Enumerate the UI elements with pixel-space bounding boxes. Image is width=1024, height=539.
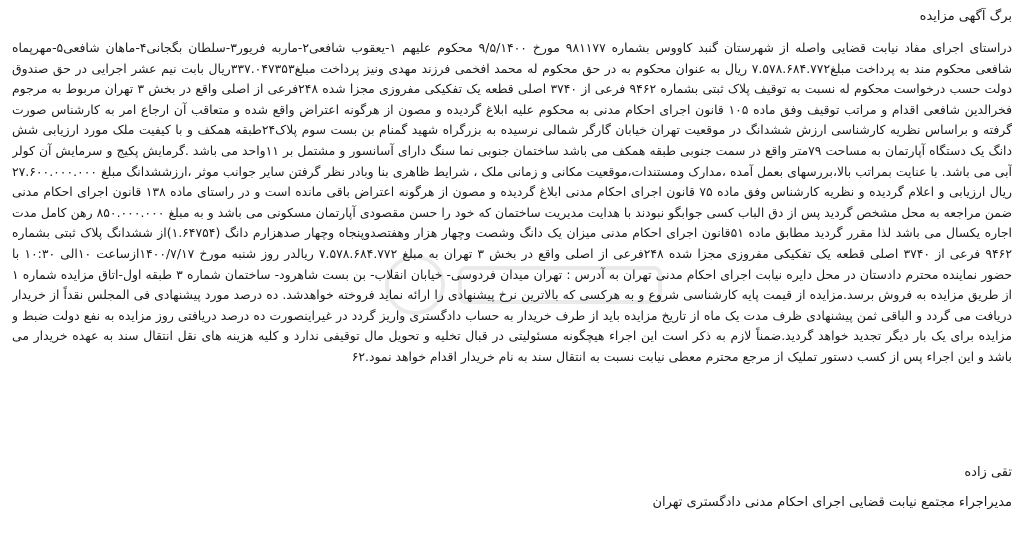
signature-title: مدیراجراء مجتمع نیابت قضایی اجرای احکام مدنی دادگستری تهران <box>652 495 1012 510</box>
announcement-body: دراستای اجرای مفاد نیابت قضایی واصله از شهرستان گنبد کاووس بشماره ۹۸۱۱۷۷ مورخ ۹/۵/۱۴۰۰ محکوم علیهم ۱-یعقوب شافعی۲-ماربه فریور۳-سلطان بگجانی۴-ماهان شافعی۵-مهرپماه شافعی محکوم مند به پرداخت مبلغ۷.۵۷۸.۶۸۴.۷۷۲ ریال به عنوان محکوم به در حق محکوم له محمد افخمی فرزند مهدی ونیز پرداخت مبلغ۳۳۷.۰۴۷۳۵۳ریال بابت نیم عشر اجرایی در حق صندوق دولت حسب درخواست محکوم له نسبت به توقیف پلاک ثبتی بشماره ۹۴۶۲ فرعی از ۳۷۴۰ اصلی قطعه یک تفکیکی مفروزی مجزا شده ۲۴۸فرعی از اصلی واقع در بخش ۳ تهران مربوط به مرجوم فخرالدین شافعی اقدام و مراتب توقیف وفق ماده ۱۰۵ قانون اجرای احکام مدنی به محکوم علیه ابلاغ گردیده و مصون از هرگونه اعتراض واقع شده و متعاقب آن ارجاع امر به کارشناس صورت گرفته و براساس نظریه کارشناسی ارزش ششدانگ در موقعیت تهران خیابان گارگر شمالی نرسیده به بزرگراه شهید گمنام بن بست سوم پلاک۲۴طبقه همکف و با کیفیت ملک مورد ارزیابی شش دانگ یک دستگاه آپارتمان به مساحت ۷۹متر واقع در سمت جنوبی طبقه همکف می باشد ساختمان جنوبی نما سنگ دارای آسانسور و مشتمل بر ۱۱واحد می باشد .گرمایش پکیج و سرمایش آن کولر آبی می باشد. با عنایت بمراتب بالا،بررسهای بعمل آمده ،مدارک ومستندات،موقعیت مکانی و زمانی ملک ، شرایط ظاهری بنا وبادر نظر گرفتن سایر جوانب موثر ،ارزششدانگ مبلغ ۲۷.۶۰۰.۰۰۰.۰۰۰ ریال ارزیابی و اعلام گردیده و نظریه کارشناس وفق ماده ۷۵ قانون اجرای احکام مدنی ابلاغ گردیده و مصون از هرگونه اعتراض باقی مانده است و در راستای ماده ۱۳۸ قانون اجرای احکام مدنی ضمن مراجعه به محل مشخص گردید پس از دق الباب کسی جوابگو نبودند با هدایت مدیریت ساختمان که خود را حسن مقصودی آپارتمان مسکونی می باشد و به مبلغ ۸۵۰.۰۰۰.۰۰۰ رهن کامل مدت اجاره یکسال می باشد لذا مقرر گردید مطابق ماده ۵۱قانون اجرای احکام مدنی میزان یک دانگ وشصت وچهار هزار وهفتصدوپنجاه وچهار صدهزارم دانگ (۱.۶۴۷۵۴)از ششدانگ پلاک ثبتی بشماره ۹۴۶۲ فرعی از ۳۷۴۰ اصلی قطعه یک تفکیکی مفروزی مجزا شده ۲۴۸فرعی از اصلی واقع در بخش ۳ تهران به مبلغ ۷.۵۷۸.۶۸۴.۷۷۲ ریالدر روز شنبه مورخ ۱۴۰۰/۷/۱۷ازساعت ۱۰الی ۱۰:۳۰ با حضور نماینده محترم دادستان در محل دایره نیابت اجرای احکام مدنی تهران به آدرس : تهران میدان فردوسی- خیابان انقلاب- بن بست شاهرود- ساختمان شماره ۳ طبقه اول-اتاق مزایده شماره ۱ از طریق مزایده به فروش برسد.مزایده از قیمت پایه کارشناسی شروع و به هرکسی که بالاترین نرخ پیشنهادی را ارائه نماید فروخته خواهدشد. ده درصد مورد پیشنهادی فی المجلس نقداً از خریدار دریافت می گردد و الباقی ثمن پیشنهادی ظرف مدت یک ماه از تاریخ مزایده باید از طرف خریدار به حساب دادگستری واریز گردد در غیراینصورت ده درصد دریافتی روز مزایده به نفع دولت ضبط و مزایده برای یک بار دیگر تجدید خواهد گردید.ضمناً لازم به ذکر است این اجراء هیچگونه مسئولیتی در قبال تخلیه و تحویل مال توقیفی ندارد و کلیه هزینه های نقل انتقال سند به عهده خریدار می باشد و این اجراء پس از کسب دستور تملیک از مرجع محترم معطی نیابت نسبت به انتقال سند به نام خریدار اقدام خواهد نمود.۶۲ <box>12 40 1012 364</box>
signature-name: تقی زاده <box>964 465 1012 480</box>
document-title: برگ آگهی مزایده <box>919 9 1012 24</box>
